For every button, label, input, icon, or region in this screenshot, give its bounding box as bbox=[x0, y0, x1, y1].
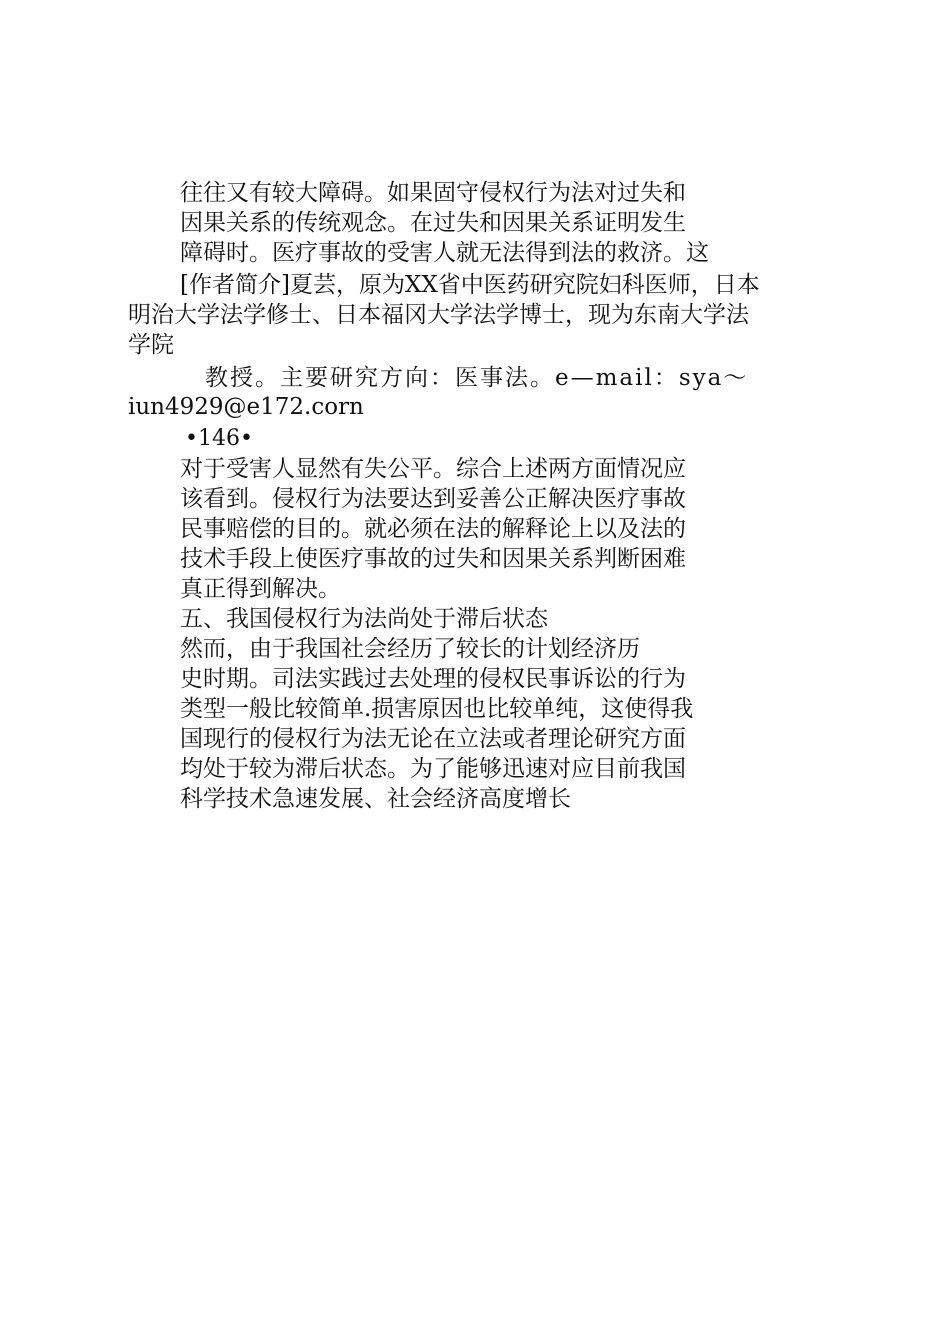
paragraph-line: 对于受害人显然有失公平。综合上述两方面情况应 bbox=[180, 456, 686, 482]
paragraph-line: 然而，由于我国社会经历了较长的计划经济历 bbox=[180, 636, 640, 662]
paragraph-line: 障碍时。医疗事故的受害人就无法得到法的救济。这 bbox=[180, 240, 709, 266]
author-note-line: [作者简介]夏芸，原为XX省中医药研究院妇科医师，日本 bbox=[180, 272, 760, 298]
paragraph-line: 技术手段上使医疗事故的过失和因果关系判断困难 bbox=[180, 546, 686, 572]
author-email: iun4929@e172.corn bbox=[128, 394, 364, 420]
paragraph-line: 该看到。侵权行为法要达到妥善公正解决医疗事故 bbox=[180, 486, 686, 512]
paragraph-line: 民事赔偿的目的。就必须在法的解释论上以及法的 bbox=[180, 516, 686, 542]
paragraph-line: 类型一般比较简单.损害原因也比较单纯，这使得我 bbox=[180, 696, 694, 722]
paragraph-line: 科学技术急速发展、社会经济高度增长 bbox=[180, 786, 571, 812]
author-note-line: 教授。主要研究方向：医事法。e—mail：sya～ bbox=[205, 365, 749, 391]
page-number: •146• bbox=[185, 426, 253, 451]
paragraph-line: 史时期。司法实践过去处理的侵权民事诉讼的行为 bbox=[180, 666, 686, 692]
paragraph-line: 真正得到解决。 bbox=[180, 576, 341, 602]
paragraph-line: 往往又有较大障碍。如果固守侵权行为法对过失和 bbox=[180, 180, 686, 206]
author-note-line: 学院 bbox=[128, 332, 174, 358]
paragraph-line: 均处于较为滞后状态。为了能够迅速对应目前我国 bbox=[180, 756, 686, 782]
paragraph-line: 国现行的侵权行为法无论在立法或者理论研究方面 bbox=[180, 726, 686, 752]
paragraph-line: 因果关系的传统观念。在过失和因果关系证明发生 bbox=[180, 210, 686, 236]
author-note-line: 明治大学法学修士、日本福冈大学法学博士，现为东南大学法 bbox=[128, 302, 749, 328]
section-heading: 五、我国侵权行为法尚处于滞后状态 bbox=[180, 606, 548, 632]
